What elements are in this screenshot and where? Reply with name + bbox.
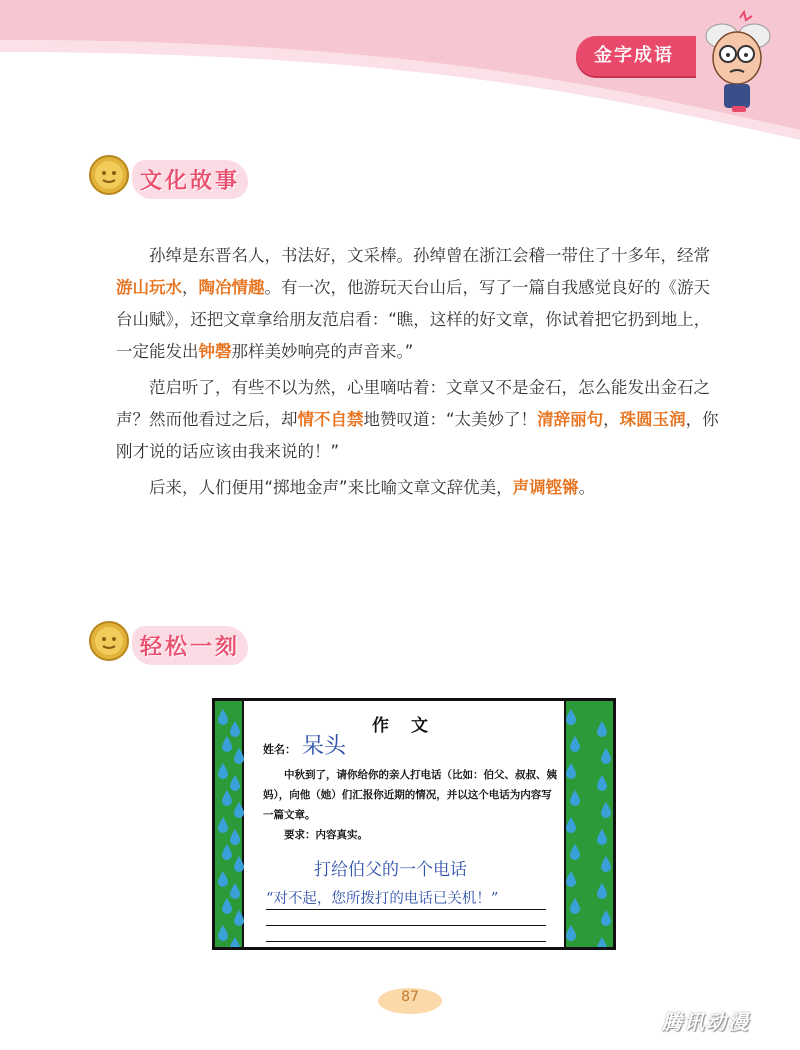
story-paragraph xyxy=(116,240,726,368)
section-header-story xyxy=(88,150,268,210)
highlighted-idiom: 声调铿锵 xyxy=(512,478,579,497)
highlighted-idiom: 清辞丽句 xyxy=(537,410,604,429)
handwritten-essay-body: “对不起，您所拨打的电话已关机！” xyxy=(266,891,499,907)
raindrop-icon xyxy=(218,763,228,779)
story-text-run: ， xyxy=(603,410,620,429)
raindrop-icon xyxy=(218,709,228,725)
raindrop-icon xyxy=(222,790,232,806)
raindrop-icon xyxy=(601,748,611,764)
story-paragraph xyxy=(116,372,726,468)
raindrop-icon xyxy=(566,871,576,887)
story-text-run: 孙绰是东晋名人，书法好，文采棒。孙绰曾在浙江会稽一带住了十多年，经常 xyxy=(149,246,710,265)
grumpy-old-man-mascot-icon xyxy=(692,8,782,118)
raindrop-icon xyxy=(218,817,228,833)
section-title-fun: 轻松一刻 xyxy=(132,626,248,665)
highlighted-idiom: 游山玩水 xyxy=(116,278,182,297)
raindrop-icon xyxy=(597,883,607,899)
raindrop-icon xyxy=(234,802,244,818)
raindrop-icon xyxy=(597,721,607,737)
raindrop-icon xyxy=(597,829,607,845)
raindrop-icon xyxy=(218,871,228,887)
raindrop-icon xyxy=(230,775,240,791)
raindrop-icon xyxy=(597,937,607,950)
handwritten-essay-title: 打给伯父的一个电话 xyxy=(314,860,467,880)
highlighted-idiom: 情不自禁 xyxy=(297,410,364,429)
coin-face-icon xyxy=(88,154,130,196)
story-text-run: 。 xyxy=(578,478,596,497)
raindrop-icon xyxy=(570,736,580,752)
raindrop-icon xyxy=(234,748,244,764)
raindrop-icon xyxy=(230,883,240,899)
writing-line xyxy=(266,941,546,942)
section-header-fun xyxy=(88,616,268,676)
raindrop-icon xyxy=(234,910,244,926)
story-text-run: 那样美妙响亮的声音来。” xyxy=(231,342,414,361)
comic-panel xyxy=(212,698,616,950)
raindrop-icon xyxy=(566,763,576,779)
raindrop-icon xyxy=(222,736,232,752)
raindrop-icon xyxy=(222,844,232,860)
name-handwritten: 呆头 xyxy=(302,734,347,759)
raindrop-icon xyxy=(566,709,576,725)
raindrop-icon xyxy=(597,775,607,791)
story-text-run: 。有一次，他游玩天台山后，写了一篇自我感觉良好的《游天台山赋》，还把文章拿给朋友范启看：“瞧，这样的好文章，你试着把它扔到地上，一定能发出 xyxy=(116,278,711,361)
coin-face-icon xyxy=(88,620,130,662)
raindrop-icon xyxy=(230,829,240,845)
story-paragraph xyxy=(116,472,726,504)
raindrop-icon xyxy=(601,856,611,872)
raindrop-icon xyxy=(601,910,611,926)
story-text-run: ， xyxy=(182,278,199,297)
raindrop-icon xyxy=(601,802,611,818)
raindrop-icon xyxy=(570,898,580,914)
chapter-badge: 金字成语 xyxy=(576,36,696,76)
raindrop-icon xyxy=(570,844,580,860)
raindrop-icon xyxy=(566,817,576,833)
name-label: 姓名： xyxy=(263,743,296,756)
page-number: 87 xyxy=(401,989,419,1005)
raindrop-icon xyxy=(566,925,576,941)
essay-prompt: 中秋到了，请你给你的亲人打电话（比如：伯父、叔叔、姨妈），向他（她）们汇报你近期的情况，并以这个电话为内容写一篇文章。 xyxy=(263,769,557,821)
raindrop-icon xyxy=(570,790,580,806)
section-title-story: 文化故事 xyxy=(132,160,248,199)
raindrop-icon xyxy=(218,925,228,941)
story-text-run: 范启听了，有些不以为然，心里嘀咕着：文章又不是金石，怎么能发出金石之声？然而他看过之后，却 xyxy=(116,378,710,429)
raindrop-icon xyxy=(234,856,244,872)
highlighted-idiom: 钟磬 xyxy=(198,342,232,361)
writing-line xyxy=(266,909,546,910)
highlighted-idiom: 珠圆玉润 xyxy=(619,410,686,429)
story-text xyxy=(116,240,726,508)
watermark-logo: 腾讯动漫 xyxy=(662,1010,750,1034)
highlighted-idiom: 陶冶情趣 xyxy=(198,278,265,297)
writing-line xyxy=(266,925,546,926)
raindrop-icon xyxy=(230,721,240,737)
essay-title: 作 文 xyxy=(372,716,436,736)
story-text-run: ，你刚才说的话应该由我来说的！” xyxy=(116,410,719,461)
raindrop-icon xyxy=(222,898,232,914)
story-text-run: 地赞叹道：“太美妙了！ xyxy=(363,410,538,429)
essay-paper xyxy=(242,701,566,950)
raindrop-icon xyxy=(230,937,240,950)
story-text-run: 后来，人们便用“掷地金声”来比喻文章文辞优美， xyxy=(149,478,513,497)
essay-requirement: 要求：内容真实。 xyxy=(284,829,368,841)
